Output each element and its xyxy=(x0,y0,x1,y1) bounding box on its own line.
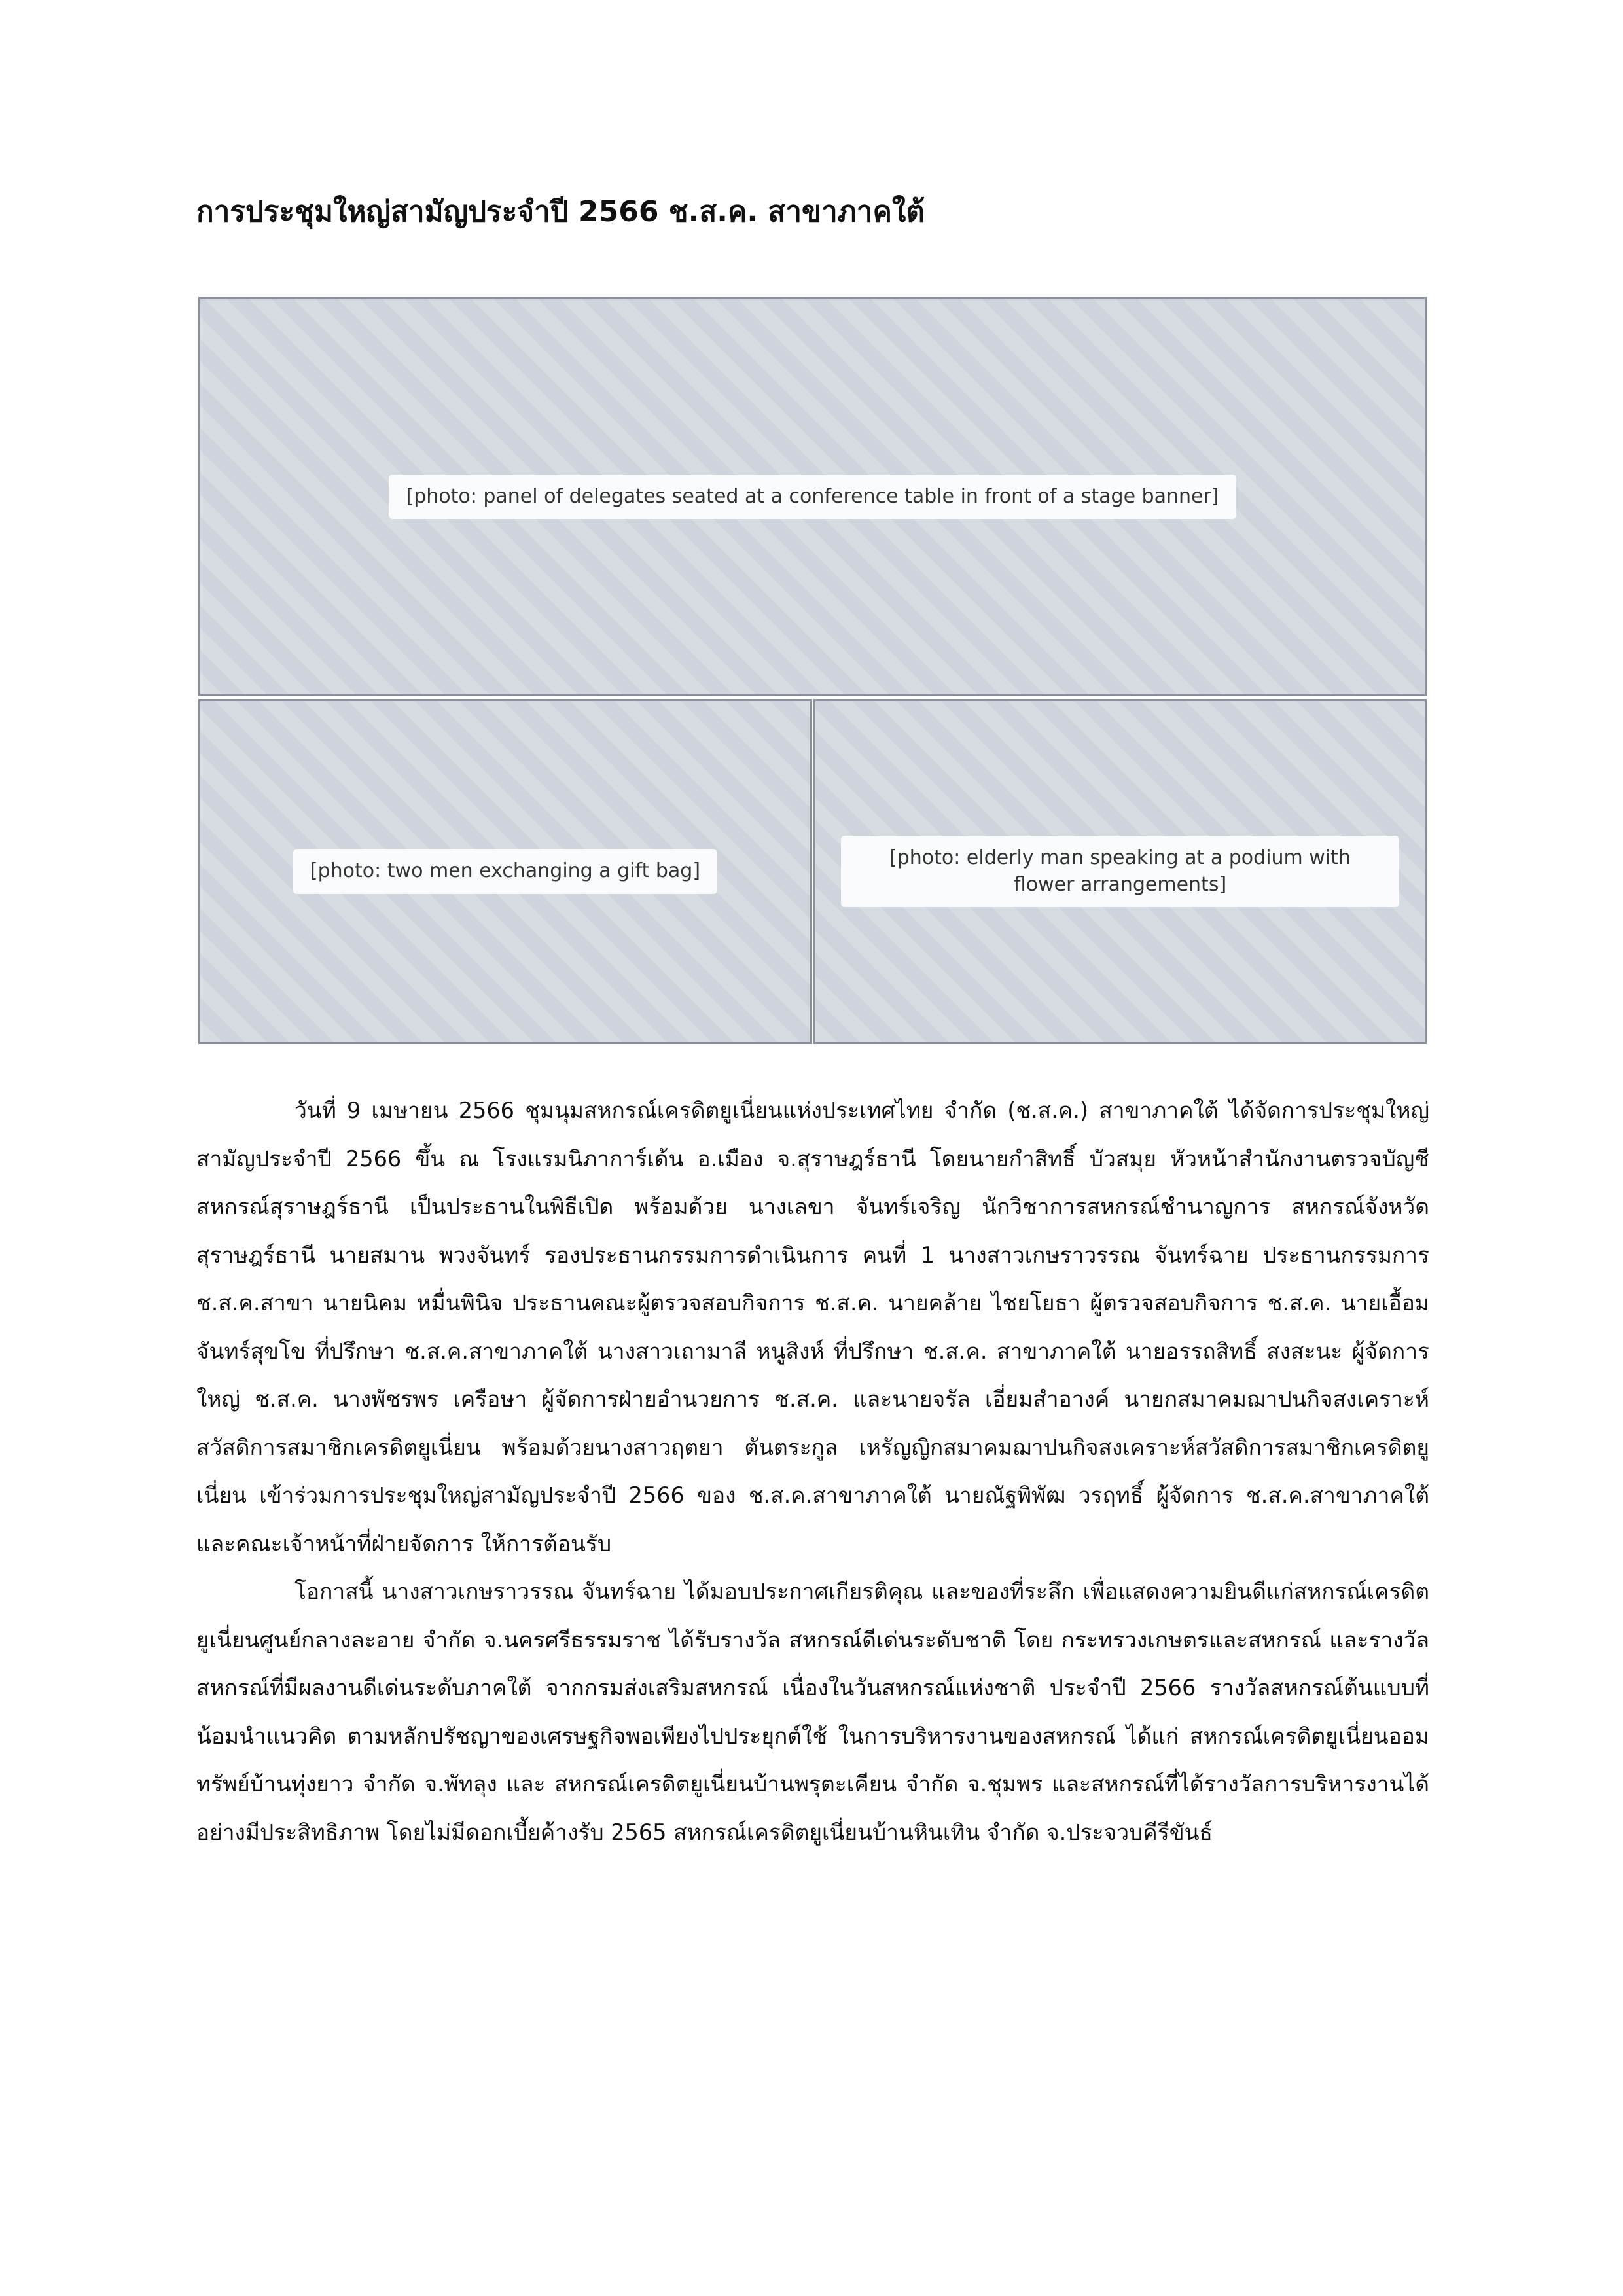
photo-meeting-panel xyxy=(198,297,1427,696)
paragraph: โอกาสนี้ นางสาวเกษราวรรณ จันทร์ฉาย ได้มอบประกาศเกียรติคุณ และของที่ระลึก เพื่อแสดงความยินดีแก่สหกรณ์เครดิตยูเนี่ยนศูนย์กลางละอาย จำกัด จ.นครศรีธรรมราช ได้รับรางวัล สหกรณ์ดีเด่นระดับชาติ โดย กระทรวงเกษตรและสหกรณ์ และรางวัล สหกรณ์ที่มีผลงานดีเด่นระดับภาคใต้ จากกรมส่งเสริมสหกรณ์ เนื่องในวันสหกรณ์แห่งชาติ ประจำปี 2566 รางวัลสหกรณ์ต้นแบบที่น้อมนำแนวคิด ตามหลักปรัชญาของเศรษฐกิจพอเพียงไปประยุกต์ใช้ ในการบริหารงานของสหกรณ์ ได้แก่ สหกรณ์เครดิตยูเนี่ยนออมทรัพย์บ้านทุ่งยาว จำกัด จ.พัทลุง และ สหกรณ์เครดิตยูเนี่ยนบ้านพรุตะเคียน จำกัด จ.ชุมพร และสหกรณ์ที่ได้รางวัลการบริหารงานได้อย่างมีประสิทธิภาพ โดยไม่มีดอกเบี้ยค้างรับ 2565 สหกรณ์เครดิตยูเนี่ยนบ้านหินเทิน จำกัด จ.ประจวบคีรีขันธ์ xyxy=(196,1579,1429,1845)
photo-podium-speaker xyxy=(813,699,1427,1044)
photo-gift-presentation xyxy=(198,699,812,1044)
page-title: การประชุมใหญ่สามัญประจำปี 2566 ช.ส.ค. สาขาภาคใต้ xyxy=(196,195,925,228)
paragraph: วันที่ 9 เมษายน 2566 ชุมนุมสหกรณ์เครดิตยูเนี่ยนแห่งประเทศไทย จำกัด (ช.ส.ค.) สาขาภาคใต้ ได้จัดการประชุมใหญ่สามัญประจำปี 2566 ขึ้น ณ โรงแรมนิภาการ์เด้น อ.เมือง จ.สุราษฎร์ธานี โดยนายกำสิทธิ์ บัวสมุย หัวหน้าสำนักงานตรวจบัญชีสหกรณ์สุราษฎร์ธานี เป็นประธานในพิธีเปิด พร้อมด้วย นางเลขา จันทร์เจริญ นักวิชาการสหกรณ์ชำนาญการ สหกรณ์จังหวัดสุราษฎร์ธานี นายสมาน พวงจันทร์ รองประธานกรรมการดำเนินการ คนที่ 1 นางสาวเกษราวรรณ จันทร์ฉาย ประธานกรรมการ ช.ส.ค.สาขา นายนิคม หมื่นพินิจ ประธานคณะผู้ตรวจสอบกิจการ ช.ส.ค. นายคล้าย ไชยโยธา ผู้ตรวจสอบกิจการ ช.ส.ค. นายเอื้อม จันทร์สุขโข ที่ปรึกษา ช.ส.ค.สาขาภาคใต้ นางสาวเถามาลี หนูสิงห์ ที่ปรึกษา ช.ส.ค. สาขาภาคใต้ นายอรรถสิทธิ์ สงสะนะ ผู้จัดการใหญ่ ช.ส.ค. นางพัชรพร เครือษา ผู้จัดการฝ่ายอำนวยการ ช.ส.ค. และนายจรัล เอี่ยมสำอางค์ นายกสมาคมฌาปนกิจสงเคราะห์สวัสดิการสมาชิกเครดิตยูเนี่ยน พร้อมด้วยนางสาวฤตยา ตันตระกูล เหรัญญิกสมาคมฌาปนกิจสงเคราะห์สวัสดิการสมาชิกเครดิตยูเนี่ยน เข้าร่วมการประชุมใหญ่สามัญประจำปี 2566 ของ ช.ส.ค.สาขาภาคใต้ นายณัฐพิพัฒ วรฤทธิ์ ผู้จัดการ ช.ส.ค.สาขาภาคใต้ และคณะเจ้าหน้าที่ฝ่ายจัดการ ให้การต้อนรับ xyxy=(196,1098,1429,1556)
article-body xyxy=(196,1086,1429,1856)
photo-placeholder-label: [photo: two men exchanging a gift bag] xyxy=(293,849,717,894)
photo-placeholder-label: [photo: elderly man speaking at a podium with flower arrangements] xyxy=(841,836,1399,907)
photo-placeholder-label: [photo: panel of delegates seated at a conference table in front of a stage banner] xyxy=(389,475,1236,520)
